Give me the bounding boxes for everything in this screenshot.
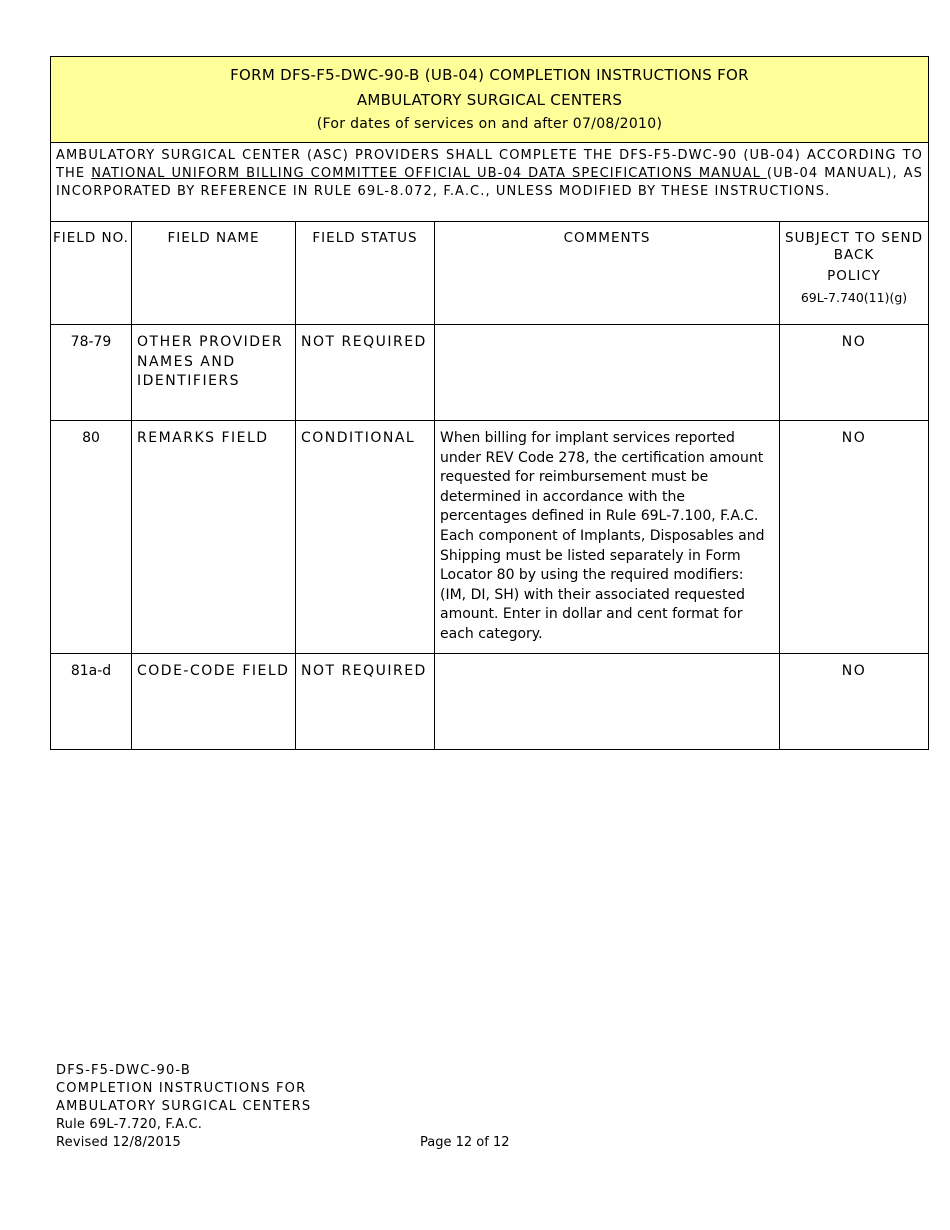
field-name: CODE-CODE FIELD (132, 654, 296, 750)
footer-title-line: COMPLETION INSTRUCTIONS FOR (56, 1081, 307, 1096)
footer-rule: Rule 69L-7.720, F.A.C. (56, 1117, 203, 1132)
field-status: CONDITIONAL (296, 421, 435, 654)
header-send-back-policy: POLICY (827, 268, 881, 284)
form-title-block (51, 57, 929, 143)
field-comments (435, 654, 780, 750)
field-status: NOT REQUIRED (296, 325, 435, 421)
header-field-status: FIELD STATUS (296, 222, 435, 325)
footer-revised: Revised 12/8/2015 (56, 1135, 181, 1150)
page-footer (56, 1062, 311, 1152)
intro-paragraph (51, 143, 929, 222)
header-send-back-rule: 69L-7.740(11)(g) (800, 290, 908, 305)
header-send-back (780, 222, 929, 325)
header-field-no: FIELD NO. (51, 222, 132, 325)
field-name: REMARKS FIELD (132, 421, 296, 654)
field-no: 78-79 (51, 325, 132, 421)
field-send-back: NO (780, 421, 929, 654)
form-title: FORM DFS-F5-DWC-90-B (UB-04) COMPLETION INSTRUCTIONS FOR (230, 66, 749, 84)
instructions-table (50, 56, 929, 750)
intro-text-start: AMBULATORY SURGICAL CENTER (ASC) PROVIDERS SHALL COMPLETE THE DFS-F5-DWC-90 (UB-04) ACCORDING TO THE (56, 148, 924, 181)
field-comments (435, 325, 780, 421)
column-header-row (51, 222, 929, 325)
intro-text-end: (UB-04 MANUAL), AS INCORPORATED BY REFERENCE IN RULE 69L-8.072, F.A.C., UNLESS MODIFIED BY THESE INSTRUCTIONS. (56, 166, 924, 199)
table-row (51, 325, 929, 421)
form-subtitle: AMBULATORY SURGICAL CENTERS (356, 91, 623, 109)
page-number: Page 12 of 12 (420, 1135, 510, 1150)
header-send-back-label: SUBJECT TO SEND BACK (785, 230, 923, 263)
field-comments: When billing for implant services reported under REV Code 278, the certification amount requested for reimbursement must be determined in accordance with the percentages defined in Rule 69L-7.100, F.A.C. Each component of Implants, Disposables and Shipping must be listed separately in Form Locator 80 by using the required modifiers: (IM, DI, SH) with their associated requested amount. Enter in dollar and cent format for each category. (435, 421, 780, 654)
field-send-back: NO (780, 325, 929, 421)
footer-form-id: DFS-F5-DWC-90-B (56, 1063, 191, 1078)
header-field-name: FIELD NAME (132, 222, 296, 325)
footer-title-line-2: AMBULATORY SURGICAL CENTERS (56, 1099, 312, 1114)
table-row (51, 654, 929, 750)
field-status: NOT REQUIRED (296, 654, 435, 750)
header-comments: COMMENTS (435, 222, 780, 325)
field-send-back: NO (780, 654, 929, 750)
manual-reference: NATIONAL UNIFORM BILLING COMMITTEE OFFICIAL UB-04 DATA SPECIFICATIONS MANUAL (91, 166, 767, 181)
field-no: 81a-d (51, 654, 132, 750)
form-date-note: (For dates of services on and after 07/08/2010) (316, 116, 663, 132)
field-no: 80 (51, 421, 132, 654)
table-row (51, 421, 929, 654)
field-name: OTHER PROVIDER NAMES AND IDENTIFIERS (132, 325, 296, 421)
